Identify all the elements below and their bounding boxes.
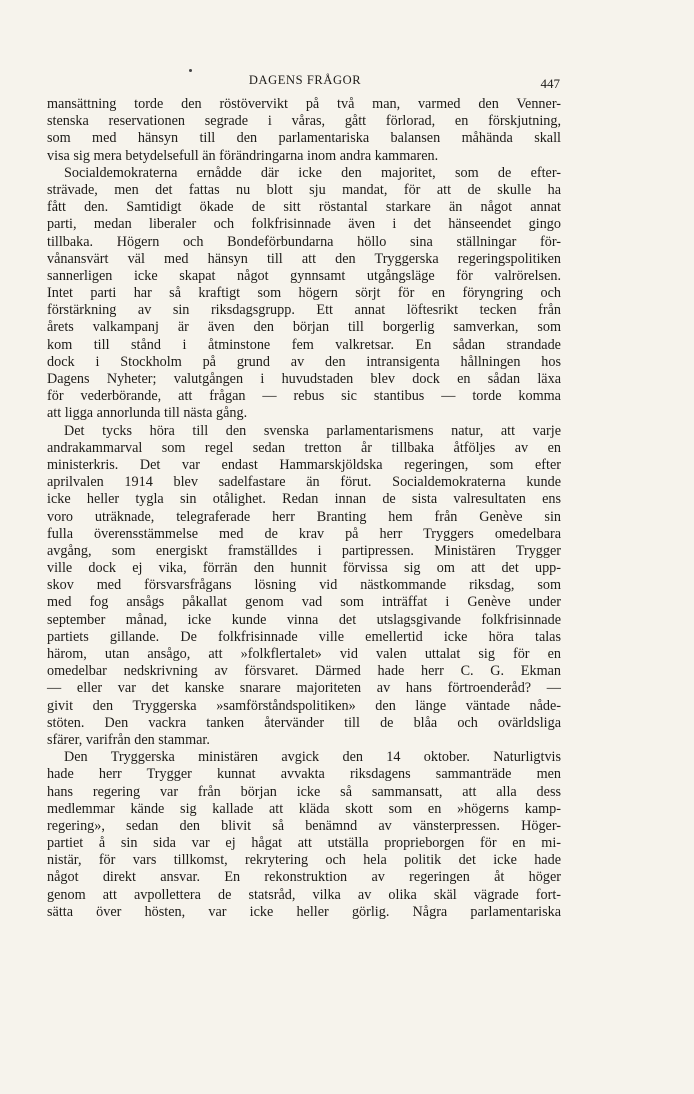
text-line: fått den. Samtidigt ökade de sitt röstantal starkare än något annat (47, 199, 561, 216)
text-line: mansättning torde den röstövervikt på två man, varmed den Venner- (47, 96, 561, 112)
text-line: medlemmar kände sig kallade att kläda skott som en »högerns kamp- (47, 800, 561, 817)
text-line: genom att avpollettera de statsråd, vilka av olika skäl vägrade fort- (47, 886, 561, 903)
body-text (47, 96, 561, 921)
text-line: Socialdemokraterna ernådde där icke den majoritet, som de efter- (64, 164, 561, 181)
text-line: omedelbar nedskrivning av försvaret. Därmed hade herr C. G. Ekman (47, 663, 561, 680)
text-line: aprilvalen 1914 blev sadelfastare än förut. Socialdemokraterna kunde (47, 474, 561, 491)
text-line: härom, utan ansågo, att »folkflertalet» vid valen uttalat sig för en (47, 646, 561, 662)
text-line: partiet å sin sida var ej hågat att utställa proprieborgen för en mi- (47, 835, 561, 852)
text-line: nistär, för vars tillkomst, rekrytering och hela politik det icke hade (47, 852, 561, 869)
text-line: Det tycks höra till den svenska parlamentarismens natur, att varje (64, 422, 561, 439)
text-line: avgång, som energiskt framställdes i partipressen. Ministären Trygger (47, 542, 561, 559)
text-line: för vederbörande, att frågan — rebus sic stantibus — torde komma (47, 388, 561, 405)
text-line: voro uträknade, telegraferade herr Branting hem från Genève sin (47, 508, 561, 525)
text-line: med fog ansågs påkallat genom vad som inträffat i Genève under (47, 594, 561, 611)
text-line: skov med försvarsfrågans lösning vid nästkommande riksdag, som (47, 577, 561, 594)
text-line: tillbaka. Högern och Bondeförbundarna höllo sina ställningar för- (47, 233, 561, 250)
text-line: sannerligen icke skapat något gynnsamt utgångsläge för valrörelsen. (47, 267, 561, 284)
text-line: parti, medan liberaler och folkfrisinnade även i det hänseendet gingo (47, 216, 561, 233)
text-line: andrakammarval som regel sedan tretton år tillbaka åtföljes av en (47, 439, 561, 456)
text-line: Den Tryggerska ministären avgick den 14 oktober. Naturligtvis (64, 749, 561, 766)
text-line: kom till stånd i åtminstone fem valkretsar. En sådan strandade (47, 336, 561, 353)
text-line: stenska reservationen segrade i våras, gått förlorad, en förskjutning, (47, 113, 561, 130)
text-line: partiets gillande. De folkfrisinnade ville emellertid icke höra talas (47, 628, 561, 645)
text-line: dock i Stockholm på grund av den intransigenta hållningen hos (47, 353, 561, 370)
text-line: regering», sedan den blivit så benämnd av vänsterpressen. Höger- (47, 817, 561, 834)
text-line: hans regering var från början icke så sammansatt, att alla dess (47, 783, 561, 800)
text-line: Dagens Nyheter; valutgången i huvudstaden blev dock en sådan läxa (47, 371, 561, 387)
text-line: visa sig mera betydelsefull än förändringarna inom andra kammaren. (47, 147, 439, 164)
text-line: stöten. Den vackra tanken återvänder till de blåa och ovärldsliga (47, 714, 561, 731)
text-line: fulla överensstämmelse med de krav på herr Tryggers omedelbara (47, 525, 561, 542)
text-line: sfärer, varifrån den stammar. (47, 731, 210, 748)
text-line: att ligga annorlunda till nästa gång. (47, 405, 248, 422)
text-line: icke heller tygla sin otålighet. Redan innan de sista valresultaten ens (47, 491, 561, 508)
text-line: ministerkris. Det var endast Hammarskjöldska regeringen, som efter (47, 456, 561, 473)
text-line: förstärkning av sin riksdagsgrupp. Ett annat löftesrikt tecken från (47, 302, 561, 319)
text-line: Intet parti har så kraftigt som högern sörjt för en föryngring och (47, 285, 561, 302)
text-line: som med hänsyn till den parlamentariska balansen måhända skall (47, 130, 561, 147)
text-line: årets valkampanj är även den början till borgerlig samverkan, som (47, 319, 561, 336)
text-line: givit den Tryggerska »samförståndspolitiken» den länge väntade nåde- (47, 697, 561, 714)
text-line: september månad, icke kunde vinna det utslagsgivande folkfrisinnade (47, 611, 561, 628)
text-line: vånansvärt väl med hänsyn till att den Tryggerska regeringspolitiken (47, 250, 561, 267)
text-line: ville dock ej vika, förrän den hunnit förvissa sig om att det upp- (47, 560, 561, 577)
text-line: — eller var det kanske snarare majoriteten av hans förtroenderåd? — (47, 680, 561, 697)
text-line: sätta över hösten, var icke heller görlig. Några parlamentariska (47, 903, 561, 920)
text-line: strävade, men det fattas nu blott sju mandat, för att de skulle ha (47, 181, 561, 198)
running-title: DAGENS FRÅGOR (248, 73, 362, 87)
text-line: hade herr Trygger kunnat avvakta riksdagens sammanträde men (47, 766, 561, 783)
print-speck (189, 69, 192, 72)
text-line: något direkt ansvar. En rekonstruktion av regeringen åt höger (47, 869, 561, 886)
page-number: 447 (540, 76, 560, 91)
